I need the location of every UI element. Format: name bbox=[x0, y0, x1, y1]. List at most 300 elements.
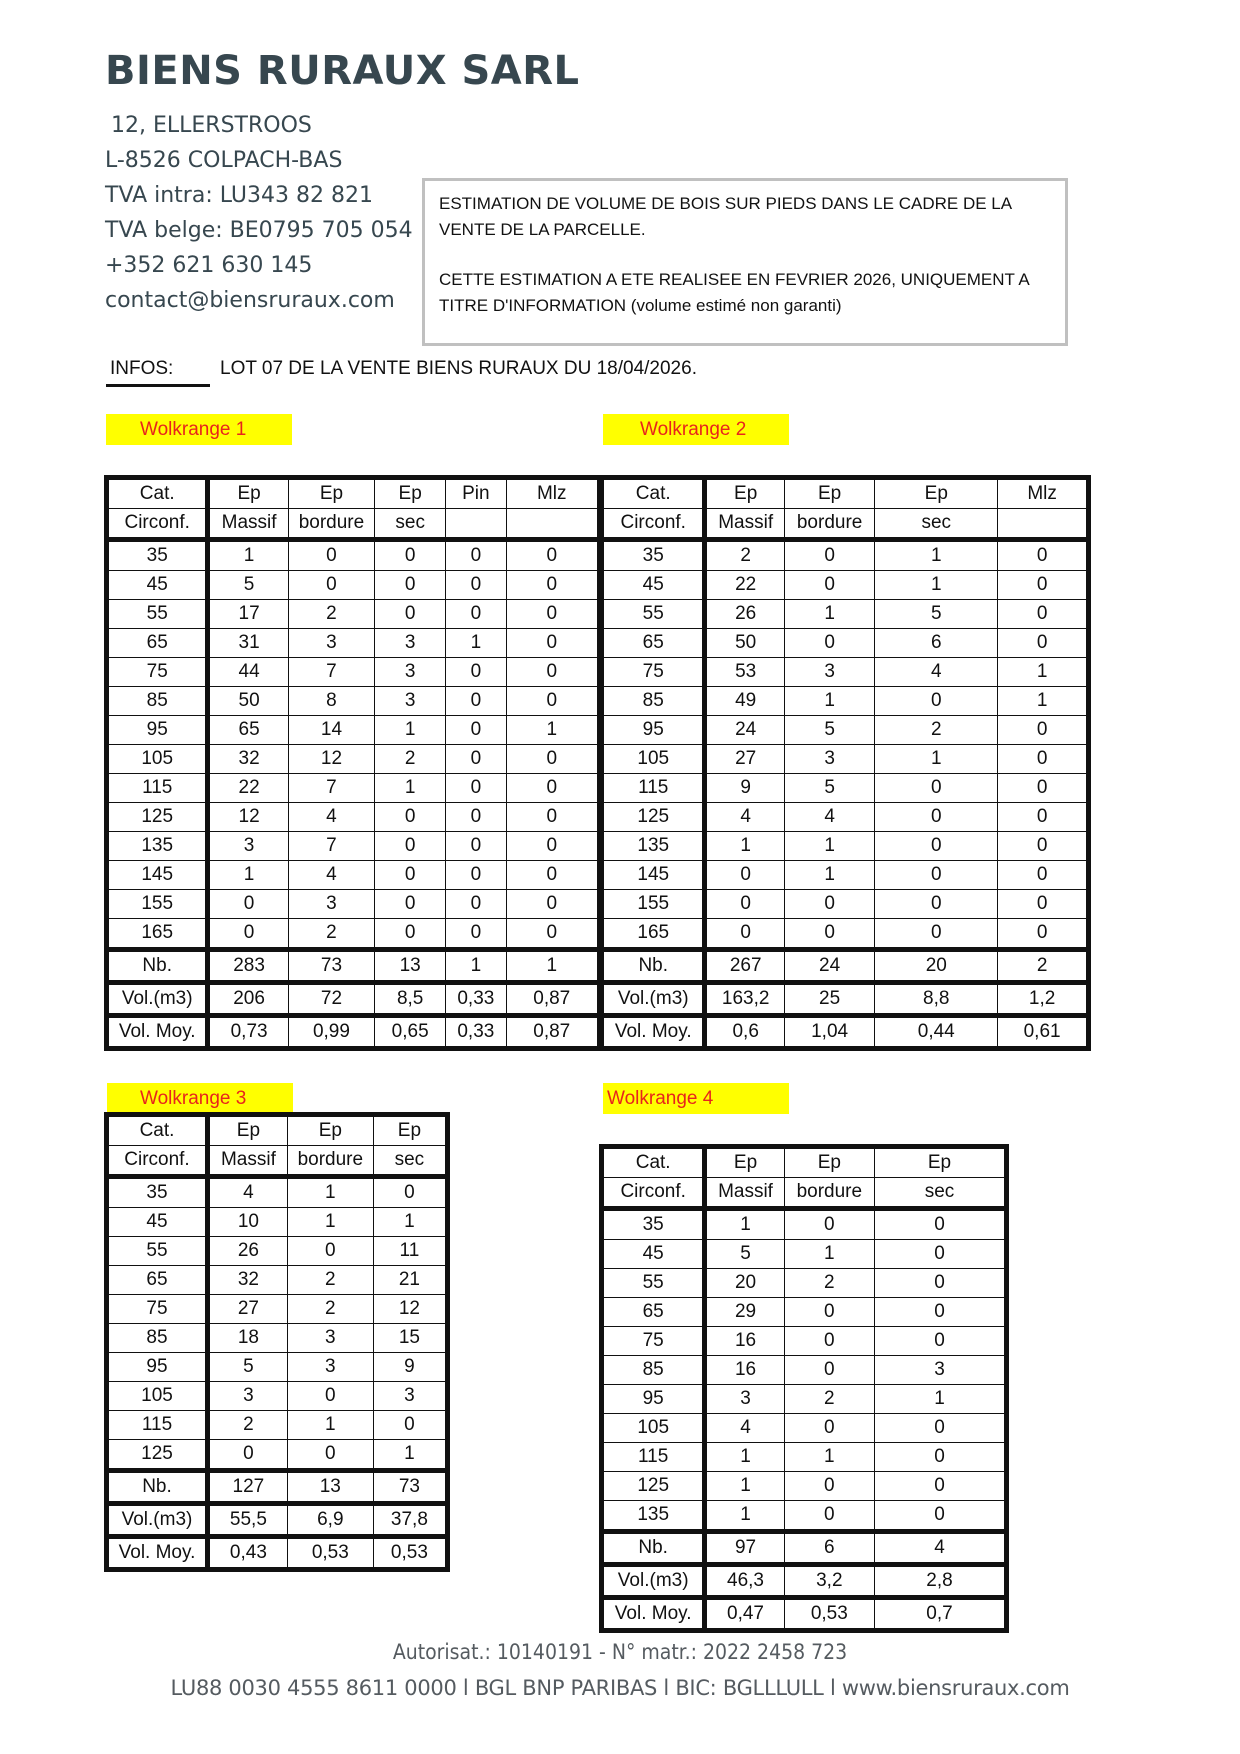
row-label-cell: Vol. Moy. bbox=[602, 1016, 705, 1049]
table-cell: 0 bbox=[874, 1298, 1006, 1327]
table-cell: 0 bbox=[375, 803, 446, 832]
table-row bbox=[107, 1237, 448, 1266]
table-cell: 18 bbox=[207, 1324, 287, 1353]
table-cell: 0,99 bbox=[288, 1016, 374, 1049]
table-cell: 8,5 bbox=[375, 983, 446, 1016]
table-cell: 25 bbox=[784, 983, 874, 1016]
table-cell: 0 bbox=[784, 540, 874, 571]
table-cell: 0 bbox=[998, 861, 1089, 890]
table-cell: 13 bbox=[287, 1471, 373, 1504]
row-label-cell: Circonf. bbox=[602, 509, 705, 540]
table-row bbox=[107, 1440, 448, 1471]
table-cell: 3 bbox=[288, 890, 374, 919]
table-cell: Ep bbox=[705, 478, 784, 509]
table-cell: Ep bbox=[705, 1147, 784, 1178]
table-cell: 1 bbox=[784, 832, 874, 861]
header-row-1 bbox=[107, 1115, 448, 1146]
table-cell: 14 bbox=[288, 716, 374, 745]
row-label-cell: 145 bbox=[107, 861, 208, 890]
table-cell: 22 bbox=[208, 774, 288, 803]
table-cell: 0 bbox=[874, 1443, 1006, 1472]
table-cell: 50 bbox=[208, 687, 288, 716]
row-label-cell: 35 bbox=[602, 1209, 705, 1240]
table-row bbox=[602, 1443, 1007, 1472]
row-label-cell: 115 bbox=[602, 1443, 705, 1472]
table-cell: 2 bbox=[287, 1266, 373, 1295]
table-cell: 206 bbox=[208, 983, 288, 1016]
table-cell: 0 bbox=[506, 658, 599, 687]
table-cell: 0 bbox=[875, 861, 998, 890]
table-cell: 0 bbox=[784, 1472, 874, 1501]
row-label-cell: 75 bbox=[602, 658, 705, 687]
table-cell: 0 bbox=[874, 1240, 1006, 1269]
table-row bbox=[107, 1324, 448, 1353]
table-cell: 29 bbox=[705, 1298, 784, 1327]
header-row-1 bbox=[602, 1147, 1007, 1178]
table-cell: 2 bbox=[375, 745, 446, 774]
summary-row bbox=[602, 1565, 1007, 1598]
table-cell: 0 bbox=[705, 919, 784, 950]
row-label-cell: Vol.(m3) bbox=[107, 983, 208, 1016]
table-cell: 5 bbox=[875, 600, 998, 629]
table-cell: sec bbox=[373, 1146, 447, 1177]
table-cell: 44 bbox=[208, 658, 288, 687]
table-cell: 46,3 bbox=[705, 1565, 784, 1598]
table-cell: 1 bbox=[375, 716, 446, 745]
row-label-cell: 35 bbox=[107, 1177, 208, 1208]
table-cell: 4 bbox=[288, 861, 374, 890]
table-cell: 65 bbox=[208, 716, 288, 745]
table-row bbox=[602, 774, 1089, 803]
row-label-cell: Nb. bbox=[107, 950, 208, 983]
table-cell: 0 bbox=[998, 540, 1089, 571]
row-label-cell: 145 bbox=[602, 861, 705, 890]
table-cell: 0,73 bbox=[208, 1016, 288, 1049]
row-label-cell: 95 bbox=[107, 716, 208, 745]
row-label-cell: 125 bbox=[107, 1440, 208, 1471]
table-cell: 0,6 bbox=[705, 1016, 784, 1049]
table-cell: Ep bbox=[208, 478, 288, 509]
table-cell: 6 bbox=[784, 1532, 874, 1565]
table-cell bbox=[446, 509, 506, 540]
table-row bbox=[602, 600, 1089, 629]
row-label-cell: 55 bbox=[602, 1269, 705, 1298]
table-cell: 1 bbox=[375, 774, 446, 803]
address-line-1: 12, ELLERSTROOS bbox=[111, 113, 312, 138]
table-cell: 26 bbox=[207, 1237, 287, 1266]
table-cell: Ep bbox=[875, 478, 998, 509]
row-label-cell: 125 bbox=[602, 1472, 705, 1501]
row-label-cell: 85 bbox=[107, 1324, 208, 1353]
row-label-cell: Circonf. bbox=[107, 509, 208, 540]
table-cell: 283 bbox=[208, 950, 288, 983]
table-cell: 3 bbox=[874, 1356, 1006, 1385]
table-row bbox=[602, 1356, 1007, 1385]
table-cell: 0 bbox=[506, 629, 599, 658]
table-cell: bordure bbox=[784, 1178, 874, 1209]
table-cell: 0 bbox=[373, 1411, 447, 1440]
table-cell: 5 bbox=[207, 1353, 287, 1382]
table-row bbox=[107, 890, 600, 919]
table-cell: 0 bbox=[874, 1269, 1006, 1298]
table-row bbox=[107, 571, 600, 600]
table-cell: 0 bbox=[998, 629, 1089, 658]
header-row-1 bbox=[602, 478, 1089, 509]
table-cell: Ep bbox=[373, 1115, 447, 1146]
table-cell: 0 bbox=[875, 803, 998, 832]
table-cell: 11 bbox=[373, 1237, 447, 1266]
table-cell: 0 bbox=[373, 1177, 447, 1208]
table-cell: 0 bbox=[998, 803, 1089, 832]
table-cell: 97 bbox=[705, 1532, 784, 1565]
table-cell: 0 bbox=[875, 832, 998, 861]
table-cell: 3,2 bbox=[784, 1565, 874, 1598]
summary-row bbox=[107, 1504, 448, 1537]
table-row bbox=[602, 1472, 1007, 1501]
table-cell: 2 bbox=[207, 1411, 287, 1440]
table-cell: 6,9 bbox=[287, 1504, 373, 1537]
table-row bbox=[107, 600, 600, 629]
table-row bbox=[602, 658, 1089, 687]
summary-row bbox=[602, 1532, 1007, 1565]
row-label-cell: 155 bbox=[602, 890, 705, 919]
row-label-cell: Vol.(m3) bbox=[602, 1565, 705, 1598]
table-cell: 49 bbox=[705, 687, 784, 716]
table-cell: 0 bbox=[506, 540, 599, 571]
table-cell: 0 bbox=[998, 745, 1089, 774]
table-cell: 24 bbox=[784, 950, 874, 983]
table-cell: sec bbox=[375, 509, 446, 540]
table-cell: 9 bbox=[705, 774, 784, 803]
table-cell: 0 bbox=[506, 919, 599, 950]
table-cell: 0 bbox=[375, 919, 446, 950]
section-title-wolkrange-3: Wolkrange 3 bbox=[107, 1083, 293, 1114]
summary-row bbox=[107, 983, 600, 1016]
table-cell: 26 bbox=[705, 600, 784, 629]
table-cell: 1 bbox=[998, 687, 1089, 716]
table-cell: 1 bbox=[446, 629, 506, 658]
table-cell: 8,8 bbox=[875, 983, 998, 1016]
row-label-cell: Nb. bbox=[602, 950, 705, 983]
row-label-cell: 115 bbox=[107, 1411, 208, 1440]
table-cell: 0 bbox=[446, 832, 506, 861]
table-cell: 0 bbox=[784, 919, 874, 950]
summary-row bbox=[107, 1016, 600, 1049]
table-cell: 1 bbox=[208, 540, 288, 571]
table-cell: Massif bbox=[207, 1146, 287, 1177]
table-cell: 1 bbox=[287, 1208, 373, 1237]
row-label-cell: Vol.(m3) bbox=[107, 1504, 208, 1537]
summary-row bbox=[107, 1537, 448, 1570]
table-cell: 0 bbox=[784, 1356, 874, 1385]
table-cell: 0 bbox=[784, 890, 874, 919]
table-cell: 2 bbox=[288, 919, 374, 950]
summary-row bbox=[107, 950, 600, 983]
table-cell: 0 bbox=[998, 774, 1089, 803]
table-cell: 0 bbox=[375, 832, 446, 861]
table-cell: 7 bbox=[288, 658, 374, 687]
table-row bbox=[602, 1385, 1007, 1414]
table-cell: 8 bbox=[288, 687, 374, 716]
table-cell: 1 bbox=[998, 658, 1089, 687]
table-cell: 0 bbox=[874, 1472, 1006, 1501]
table-cell: 2 bbox=[784, 1269, 874, 1298]
table-cell: 0 bbox=[446, 890, 506, 919]
table-cell: 0 bbox=[446, 687, 506, 716]
table-cell: Pin bbox=[446, 478, 506, 509]
table-cell: 0,44 bbox=[875, 1016, 998, 1049]
header-row-2 bbox=[107, 509, 600, 540]
table-cell: 5 bbox=[784, 774, 874, 803]
table-cell: 12 bbox=[208, 803, 288, 832]
wolkrange-1-table bbox=[104, 475, 602, 1051]
table-row bbox=[107, 774, 600, 803]
table-cell: 37,8 bbox=[373, 1504, 447, 1537]
table-cell: 0 bbox=[446, 774, 506, 803]
table-cell: 2 bbox=[705, 540, 784, 571]
table-cell: 1 bbox=[446, 950, 506, 983]
table-cell: 3 bbox=[208, 832, 288, 861]
table-cell: Mlz bbox=[506, 478, 599, 509]
table-cell: 73 bbox=[373, 1471, 447, 1504]
table-cell: 1,2 bbox=[998, 983, 1089, 1016]
table-cell: 0 bbox=[446, 658, 506, 687]
footer-bank-details: LU88 0030 4555 8611 0000 l BGL BNP PARIBAS l BIC: BGLLLULL l www.biensruraux.com bbox=[170, 1676, 1070, 1700]
table-cell: 2 bbox=[784, 1385, 874, 1414]
row-label-cell: 65 bbox=[107, 629, 208, 658]
table-cell: 3 bbox=[373, 1382, 447, 1411]
infos-line bbox=[106, 358, 697, 387]
table-row bbox=[602, 919, 1089, 950]
row-label-cell: 105 bbox=[107, 745, 208, 774]
company-address-block bbox=[105, 108, 413, 318]
table-cell: Massif bbox=[705, 1178, 784, 1209]
table-cell: 0,53 bbox=[287, 1537, 373, 1570]
table-cell: 0 bbox=[375, 540, 446, 571]
row-label-cell: 45 bbox=[107, 571, 208, 600]
table-cell: 3 bbox=[784, 745, 874, 774]
table-cell: 1 bbox=[784, 1443, 874, 1472]
table-cell: 0 bbox=[874, 1501, 1006, 1532]
table-cell: 0 bbox=[287, 1382, 373, 1411]
summary-row bbox=[602, 983, 1089, 1016]
table-row bbox=[602, 716, 1089, 745]
table-row bbox=[602, 861, 1089, 890]
notice-paragraph-1: ESTIMATION DE VOLUME DE BOIS SUR PIEDS DANS LE CADRE DE LA VENTE DE LA PARCELLE. bbox=[439, 194, 1012, 239]
row-label-cell: 95 bbox=[602, 716, 705, 745]
notice-paragraph-2: CETTE ESTIMATION A ETE REALISEE EN FEVRIER 2026, UNIQUEMENT A TITRE D'INFORMATION (volume estimé non garanti) bbox=[439, 270, 1029, 315]
table-row bbox=[107, 919, 600, 950]
table-cell: 1 bbox=[784, 687, 874, 716]
row-label-cell: 65 bbox=[602, 629, 705, 658]
table-row bbox=[602, 1298, 1007, 1327]
table-row bbox=[107, 1177, 448, 1208]
table-cell: 0 bbox=[375, 571, 446, 600]
infos-text: LOT 07 DE LA VENTE BIENS RURAUX DU 18/04/2026. bbox=[220, 358, 697, 379]
table-cell: 0,33 bbox=[446, 1016, 506, 1049]
table-cell: 1 bbox=[373, 1440, 447, 1471]
row-label-cell: Vol. Moy. bbox=[107, 1537, 208, 1570]
table-cell: 1 bbox=[373, 1208, 447, 1237]
table-cell: 0 bbox=[506, 745, 599, 774]
table-cell: 5 bbox=[705, 1240, 784, 1269]
table-cell: 0 bbox=[875, 774, 998, 803]
table-row bbox=[602, 1209, 1007, 1240]
table-cell: sec bbox=[874, 1178, 1006, 1209]
header-row-2 bbox=[602, 1178, 1007, 1209]
table-row bbox=[602, 832, 1089, 861]
table-cell: Ep bbox=[288, 478, 374, 509]
wolkrange-2-table bbox=[599, 475, 1091, 1051]
table-cell: 32 bbox=[208, 745, 288, 774]
table-cell: Ep bbox=[207, 1115, 287, 1146]
infos-label: INFOS: bbox=[106, 358, 210, 387]
table-row bbox=[107, 745, 600, 774]
table-cell: Ep bbox=[874, 1147, 1006, 1178]
table-cell: 55,5 bbox=[207, 1504, 287, 1537]
table-cell: 1 bbox=[705, 1472, 784, 1501]
row-label-cell: Nb. bbox=[602, 1532, 705, 1565]
table-row bbox=[107, 1382, 448, 1411]
table-row bbox=[602, 803, 1089, 832]
summary-row bbox=[602, 1598, 1007, 1631]
table-row bbox=[107, 832, 600, 861]
table-row bbox=[107, 1208, 448, 1237]
table-cell: 15 bbox=[373, 1324, 447, 1353]
table-cell: 3 bbox=[375, 658, 446, 687]
table-cell: 0 bbox=[506, 571, 599, 600]
row-label-cell: Vol. Moy. bbox=[602, 1598, 705, 1631]
table-cell: 0 bbox=[506, 803, 599, 832]
row-label-cell: 45 bbox=[107, 1208, 208, 1237]
table-cell: 0,87 bbox=[506, 983, 599, 1016]
table-cell: 1 bbox=[506, 716, 599, 745]
row-label-cell: 135 bbox=[602, 1501, 705, 1532]
table-cell: 0 bbox=[446, 571, 506, 600]
table-cell: 0 bbox=[446, 803, 506, 832]
table-cell: 20 bbox=[875, 950, 998, 983]
row-label-cell: 165 bbox=[602, 919, 705, 950]
table-cell: 163,2 bbox=[705, 983, 784, 1016]
table-cell: 0 bbox=[875, 687, 998, 716]
table-cell: 4 bbox=[288, 803, 374, 832]
table-cell: 0,53 bbox=[373, 1537, 447, 1570]
table-cell: 0 bbox=[506, 861, 599, 890]
table-cell: 0 bbox=[506, 687, 599, 716]
table-cell: 53 bbox=[705, 658, 784, 687]
table-row bbox=[107, 803, 600, 832]
table-cell: 0 bbox=[784, 571, 874, 600]
table-cell: 1 bbox=[287, 1411, 373, 1440]
table-row bbox=[602, 629, 1089, 658]
row-label-cell: 55 bbox=[602, 600, 705, 629]
table-cell: 0 bbox=[874, 1209, 1006, 1240]
row-label-cell: 165 bbox=[107, 919, 208, 950]
table-cell: 0 bbox=[375, 861, 446, 890]
row-label-cell: Vol.(m3) bbox=[602, 983, 705, 1016]
table-cell: 0 bbox=[446, 600, 506, 629]
row-label-cell: Circonf. bbox=[107, 1146, 208, 1177]
row-label-cell: 105 bbox=[602, 745, 705, 774]
table-cell: 13 bbox=[375, 950, 446, 983]
table-cell: 267 bbox=[705, 950, 784, 983]
table-cell: 0 bbox=[875, 919, 998, 950]
table-row bbox=[602, 540, 1089, 571]
table-cell: 24 bbox=[705, 716, 784, 745]
table-cell: bordure bbox=[288, 509, 374, 540]
tva-intra: TVA intra: LU343 82 821 bbox=[105, 183, 373, 208]
table-cell: 4 bbox=[874, 1532, 1006, 1565]
table-cell: 0 bbox=[506, 832, 599, 861]
row-label-cell: 75 bbox=[107, 1295, 208, 1324]
table-cell: 1,04 bbox=[784, 1016, 874, 1049]
header-row-2 bbox=[107, 1146, 448, 1177]
table-cell: 0,87 bbox=[506, 1016, 599, 1049]
table-cell: 1 bbox=[506, 950, 599, 983]
table-row bbox=[107, 540, 600, 571]
table-cell bbox=[998, 509, 1089, 540]
table-cell: 0 bbox=[287, 1440, 373, 1471]
row-label-cell: 135 bbox=[107, 832, 208, 861]
table-cell: 0 bbox=[998, 919, 1089, 950]
table-cell: 0 bbox=[446, 919, 506, 950]
table-cell: 1 bbox=[705, 1443, 784, 1472]
table-cell: 1 bbox=[208, 861, 288, 890]
table-cell: 1 bbox=[287, 1177, 373, 1208]
table-row bbox=[602, 1501, 1007, 1532]
table-cell: 7 bbox=[288, 832, 374, 861]
table-cell: 4 bbox=[705, 803, 784, 832]
row-label-cell: 125 bbox=[107, 803, 208, 832]
table-cell: 0 bbox=[446, 745, 506, 774]
row-label-cell: 35 bbox=[602, 540, 705, 571]
table-cell: 0 bbox=[998, 890, 1089, 919]
table-cell: 0 bbox=[784, 1501, 874, 1532]
table-cell: 4 bbox=[705, 1414, 784, 1443]
table-cell: 0,7 bbox=[874, 1598, 1006, 1631]
table-row bbox=[107, 1266, 448, 1295]
table-cell: 16 bbox=[705, 1327, 784, 1356]
table-cell: 0,61 bbox=[998, 1016, 1089, 1049]
table-row bbox=[602, 745, 1089, 774]
table-cell: 12 bbox=[373, 1295, 447, 1324]
table-cell: 22 bbox=[705, 571, 784, 600]
tva-belge: TVA belge: BE0795 705 054 bbox=[105, 218, 413, 243]
row-label-cell: Cat. bbox=[107, 478, 208, 509]
table-cell: Ep bbox=[784, 478, 874, 509]
table-cell: 0,47 bbox=[705, 1598, 784, 1631]
row-label-cell: Vol. Moy. bbox=[107, 1016, 208, 1049]
table-cell: 0 bbox=[998, 571, 1089, 600]
table-cell: 2 bbox=[288, 600, 374, 629]
email: contact@biensruraux.com bbox=[105, 288, 395, 313]
table-cell: 1 bbox=[875, 745, 998, 774]
row-label-cell: 85 bbox=[602, 1356, 705, 1385]
row-label-cell: 105 bbox=[602, 1414, 705, 1443]
summary-row bbox=[602, 1016, 1089, 1049]
table-cell: 0 bbox=[874, 1414, 1006, 1443]
table-cell: 0 bbox=[874, 1327, 1006, 1356]
table-cell: 4 bbox=[784, 803, 874, 832]
table-cell: 1 bbox=[705, 832, 784, 861]
summary-row bbox=[107, 1471, 448, 1504]
table-cell: 1 bbox=[875, 571, 998, 600]
row-label-cell: 155 bbox=[107, 890, 208, 919]
table-cell: 3 bbox=[288, 629, 374, 658]
table-cell: Ep bbox=[784, 1147, 874, 1178]
wolkrange-4-table bbox=[599, 1144, 1009, 1633]
table-cell: 2,8 bbox=[874, 1565, 1006, 1598]
